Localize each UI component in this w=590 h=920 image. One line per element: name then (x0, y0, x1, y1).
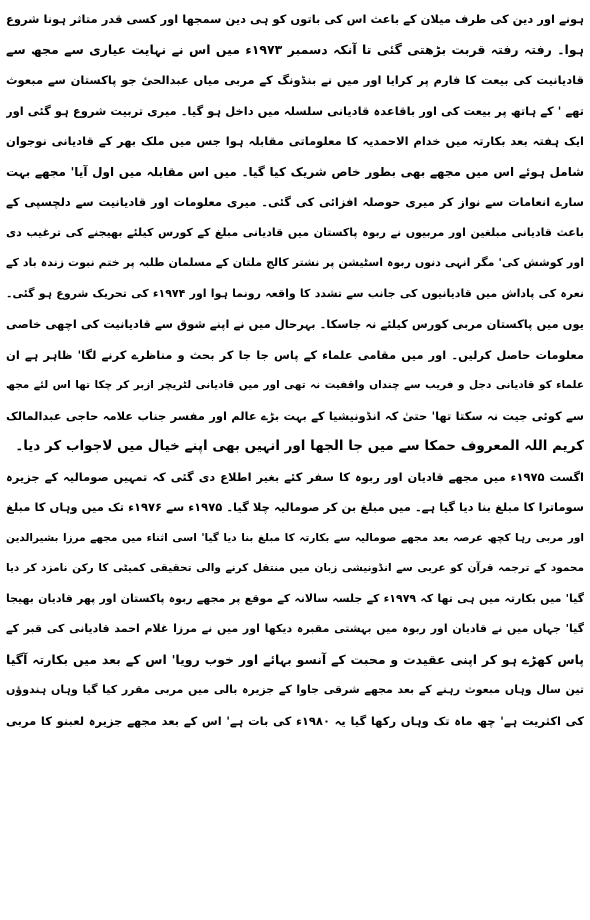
body-text (6, 4, 584, 736)
text-line: قادیانیت کی بیعت کا فارم پر کرایا اور میں نے بنڈونگ کے مربی میاں عبدالحیٔ جو پاکستان سے مبعوث (6, 73, 584, 87)
text-line: ایک ہفتہ بعد بکارتہ میں خدام الاحمدیہ کا معلوماتی مقابلہ ہوا جس میں ملک بھر کے قادیانی نوجوان (6, 134, 584, 148)
text-line: باعث قادیانی مبلغین اور مربیوں نے ربوہ پاکستان میں قادیانی مبلغ کے کورس کیلئے بھیجنے کی ترغیب دی (6, 225, 584, 239)
text-line: گیا' جہاں میں نے قادیان اور ربوہ میں بہشتی مقبرہ دیکھا اور میں نے مرزا غلام احمد قادیانی کی قبر کے (6, 622, 584, 635)
text-line: معلومات حاصل کرلیں۔ اور میں مقامی علماء کے پاس جا جا کر بحث و مناظرے کرنے لگا' ظاہر ہے ان (6, 347, 584, 362)
paragraph-end-line: کریم اللہ المعروف حمکا سے میں جا الجھا اور انہیں بھی اپنے خیال میں لاجواب کر دیا۔ (15, 438, 584, 454)
text-line: پاس کھڑے ہو کر اپنی عقیدت و محبت کے آنسو بہائے اور خوب رویا' اس کے بعد میں بکارتہ آگیا (6, 651, 584, 667)
text-line: اگست ۱۹۷۵ء میں مجھے قادیان اور ربوہ کا سفر کئے بغیر اطلاع دی گئی کہ تمہیں صومالیہ کے جزیرہ (6, 469, 584, 484)
text-line: شامل ہوئے اس میں مجھے بھی بطور خاص شریک کیا گیا۔ میں اس مقابلہ میں اول آیا' مجھے بہت (6, 164, 584, 179)
text-line: علماء کو قادیانی دجل و فریب سے چنداں واقفیت نہ تھی اور میں قادیانی لٹریچر ازبر کر چکا تھا اس لئے مجھ (6, 379, 584, 391)
text-line: تین سال وہاں مبعوث رہنے کے بعد مجھے شرقی جاوا کے جزیرہ بالی میں مربی مقرر کیا گیا وہاں ہندوؤں (6, 683, 584, 696)
text-line: کی اکثریت ہے' چھ ماہ تک وہاں رکھا گیا یہ ۱۹۸۰ء کی بات ہے' اس کے بعد مجھے جزیرہ لعبنو کا مربی (6, 713, 584, 728)
text-line: یوں میں پاکستان مربی کورس کیلئے نہ جاسکا۔ بہرحال میں نے اپنے شوق سے قادیانیت کی اچھی خاصی (6, 317, 584, 331)
text-line: اور کوشش کی' مگر انہی دنوں ربوہ اسٹیشن پر نشتر کالج ملتان کے مسلمان طلبہ پر ختم نبوت زندہ باد کے (6, 256, 584, 269)
text-line: محمود کے ترجمہ قرآن کو عربی سے انڈونیشی زبان میں منتقل کرنے والی تحقیقی کمیٹی کا رکن نامزد کر دیا (6, 562, 584, 574)
text-line: تھے ' کے ہاتھ پر بیعت کی اور باقاعدہ قادیانی سلسلہ میں داخل ہو گیا۔ میری تربیت شروع ہو گئی اور (6, 103, 584, 118)
text-line: گیا' میں بکارتہ میں ہی تھا کہ ۱۹۷۹ء کے جلسہ سالانہ کے موقع پر مجھے ربوہ پاکستان اور پھر قادیان بھیجا (6, 591, 584, 605)
text-line: ہونے اور دین کی طرف میلان کے باعث اس کی باتوں کو ہی دین سمجھا اور کسی قدر متاثر ہونا شروع (6, 12, 584, 26)
text-line: اور مربی رہا کچھ عرصہ بعد مجھے صومالیہ سے بکارتہ کا مبلغ بنا دیا گیا' اسی اثناء میں مجھے مرزا بشیرالدین (6, 531, 584, 544)
text-line: سے کوئی جیت نہ سکتا تھا' حتیٰ کہ انڈونیشیا کے بہت بڑے عالم اور مفسر جناب علامہ حاجی عبدالمالک (6, 408, 584, 423)
text-line: سارے انعامات سے نواز کر میری حوصلہ افزائی کی گئی۔ میری معلومات اور قادیانیت سے دلچسپی کے (6, 195, 584, 209)
text-line: نعرہ کی پاداش میں قادیانیوں کی جانب سے تشدد کا واقعہ رونما ہوا اور ۱۹۷۴ء کی تحریک شروع ہو گئی۔ (6, 286, 584, 300)
text-line: سوماترا کا مبلغ بنا دیا گیا ہے۔ میں مبلغ بن کر صومالیہ چلا گیا۔ ۱۹۷۵ء سے ۱۹۷۶ء تک میں وہاں کا مبلغ (6, 500, 584, 514)
text-line: ہوا۔ رفتہ رفتہ قربت بڑھتی گئی تا آنکہ دسمبر ۱۹۷۳ء میں اس نے نہایت عیاری سے مجھ سے (6, 41, 584, 57)
